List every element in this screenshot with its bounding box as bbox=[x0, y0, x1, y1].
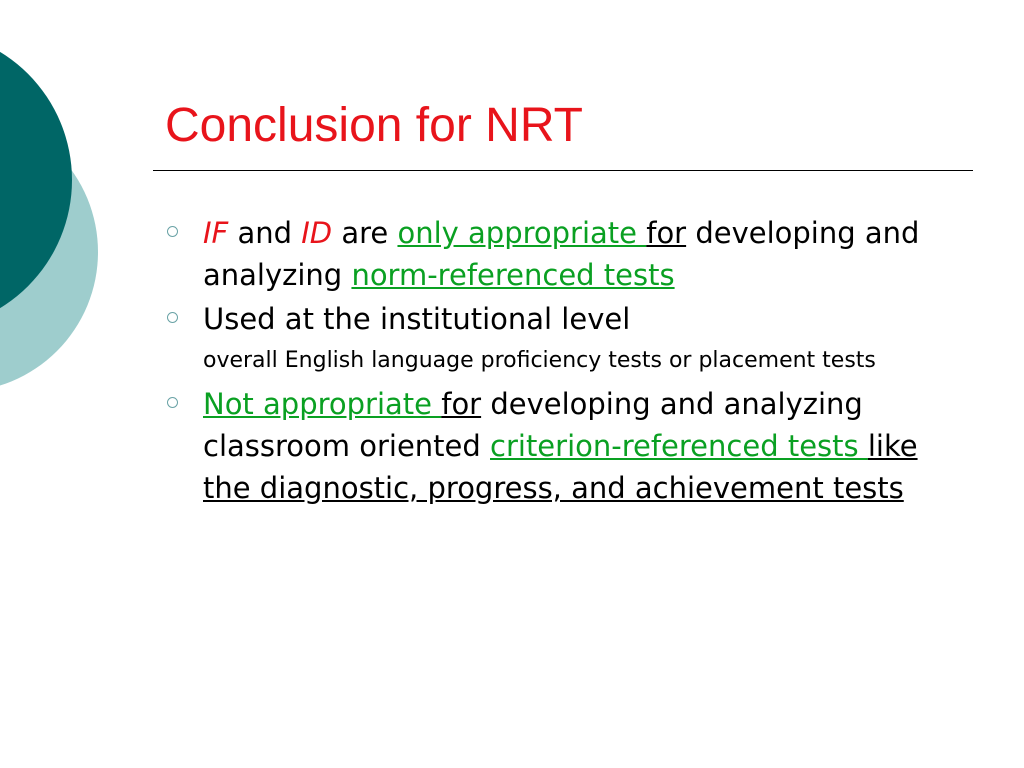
bullet-list bbox=[164, 212, 924, 511]
circle-bullet-icon bbox=[167, 226, 178, 237]
circle-bullet-icon bbox=[167, 312, 178, 323]
for-underlined: for bbox=[646, 216, 687, 250]
text-segment: are bbox=[332, 216, 398, 250]
text-segment: and bbox=[228, 216, 302, 250]
bullet-item-not-appropriate bbox=[164, 383, 924, 509]
id-term: ID bbox=[301, 216, 333, 250]
text-segment: developing and analyzing classroom oriented bbox=[203, 387, 863, 463]
circle-bullet-icon bbox=[167, 397, 178, 408]
diagnostic-tests-underlined: like the diagnostic, progress, and achievement tests bbox=[203, 429, 918, 505]
title-divider bbox=[153, 170, 973, 171]
if-term: IF bbox=[203, 216, 229, 250]
not-appropriate-highlight: Not appropriate bbox=[203, 387, 442, 421]
bullet-item-institutional bbox=[164, 298, 924, 340]
bullet-item-if-id bbox=[164, 212, 924, 296]
sub-note: overall English language proficiency tests or placement tests bbox=[203, 348, 876, 373]
for-underlined: for bbox=[441, 387, 482, 421]
norm-referenced-tests-highlight: norm-referenced tests bbox=[351, 258, 675, 292]
criterion-referenced-tests-highlight: criterion-referenced tests bbox=[490, 429, 868, 463]
only-appropriate-highlight: only appropriate bbox=[397, 216, 647, 250]
institutional-level-text: Used at the institutional level bbox=[203, 302, 631, 336]
slide-title: Conclusion for NRT bbox=[165, 99, 583, 152]
text-segment: developing and analyzing bbox=[203, 216, 920, 292]
